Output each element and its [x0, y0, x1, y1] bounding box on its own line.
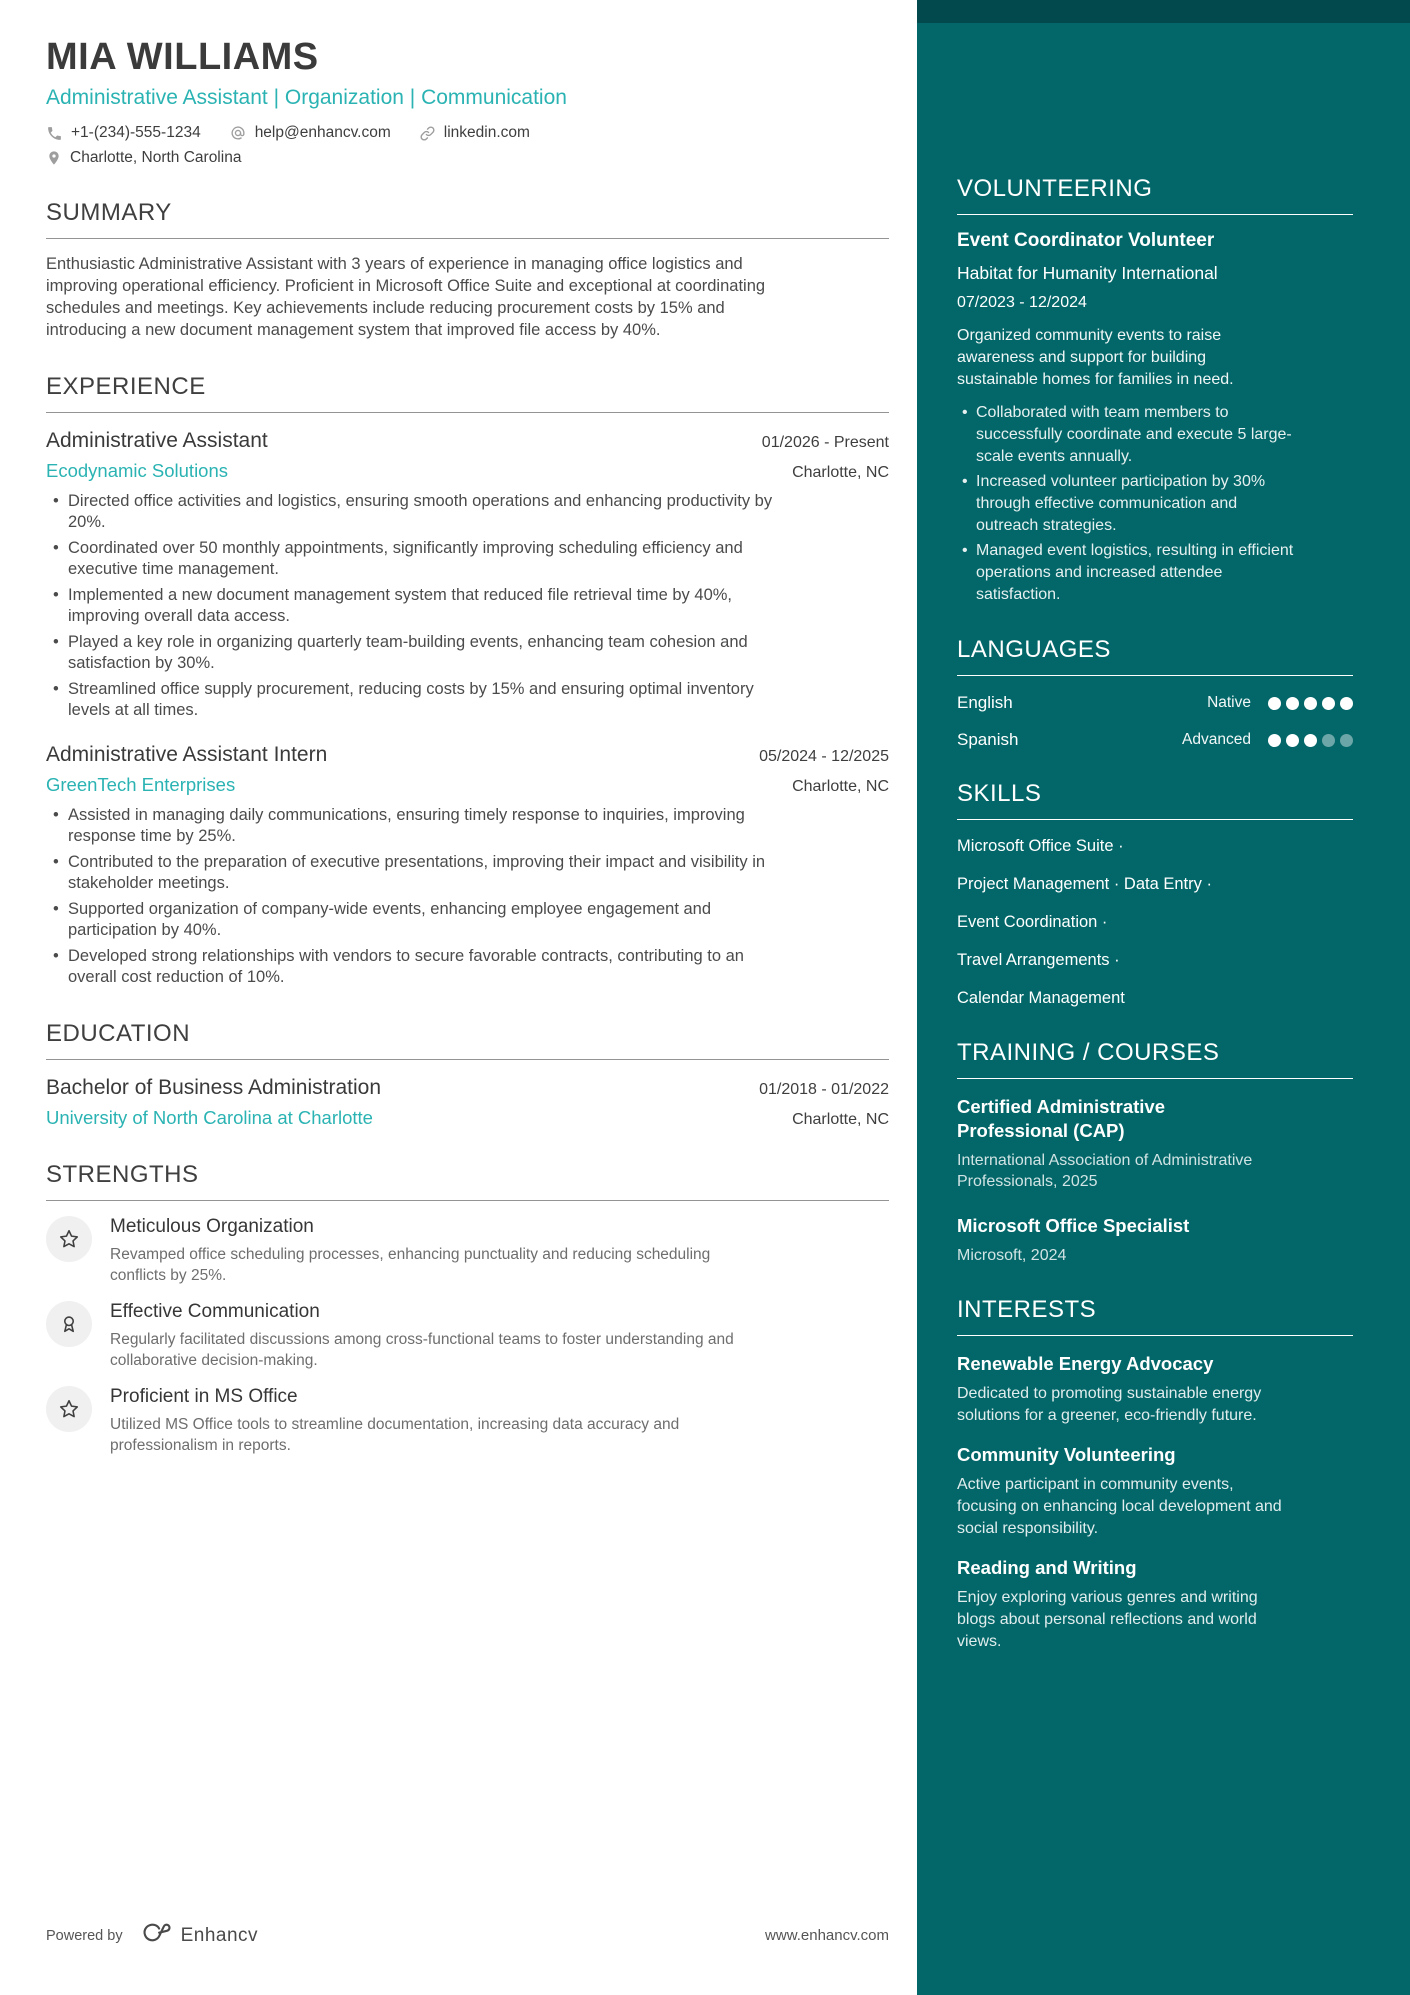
website-url[interactable]: linkedin.com [443, 124, 530, 141]
phone-item [46, 124, 201, 142]
contact-row [46, 124, 889, 142]
course-title: Certified Administrative Professional (CAP) [957, 1096, 1165, 1141]
interest-text: Enjoy exploring various genres and writing blogs about personal reflections and world views. [957, 1589, 1258, 1650]
section-skills [957, 780, 1353, 1009]
medal-icon [46, 1301, 92, 1347]
strength-title: Effective Communication [110, 1301, 320, 1322]
job-title: Administrative Assistant Intern [46, 743, 328, 766]
interest-text: Active participant in community events, focusing on enhancing local development and social responsibility. [957, 1476, 1282, 1537]
job-title: Administrative Assistant [46, 429, 268, 452]
language-row [957, 693, 1353, 713]
course-item [957, 1095, 1353, 1192]
bullet-item: • Implemented a new document management system that reduced file retrieval time by 40%, improving overall data access. [46, 585, 786, 627]
education-entry [46, 1076, 889, 1129]
job-bullet-list [46, 491, 786, 721]
skills-heading: SKILLS [957, 780, 1353, 820]
language-row [957, 730, 1353, 750]
degree-title: Bachelor of Business Administration [46, 1076, 382, 1099]
job-bullet-list [46, 805, 786, 988]
language-level-dots [1268, 734, 1353, 747]
section-strengths [46, 1161, 889, 1456]
bullet-item: • Streamlined office supply procurement, reducing costs by 15% and ensuring optimal inventory levels at all times. [46, 679, 786, 721]
training-heading: TRAINING / COURSES [957, 1039, 1353, 1079]
volunteer-description: Organized community events to raise awareness and support for building sustainable homes for families in need. [957, 327, 1234, 388]
language-name: English [957, 693, 1013, 712]
skill-line: Calendar Management [957, 989, 1125, 1007]
experience-heading: EXPERIENCE [46, 373, 889, 413]
website-item[interactable] [419, 124, 530, 142]
enhancv-brand[interactable] [137, 1920, 258, 1951]
education-dates: 01/2018 - 01/2022 [759, 1081, 889, 1098]
experience-entry [46, 743, 889, 988]
interests-heading: INTERESTS [957, 1296, 1353, 1336]
bullet-item: • Supported organization of company-wide events, enhancing employee engagement and participation by 40%. [46, 899, 786, 941]
course-title: Microsoft Office Specialist [957, 1215, 1190, 1236]
course-subtitle: International Association of Administrative Professionals, 2025 [957, 1152, 1253, 1190]
bullet-item: • Collaborated with team members to successfully coordinate and execute 5 large-scale events annually. [957, 402, 1302, 468]
email-address[interactable]: help@enhancv.com [254, 124, 391, 141]
section-experience [46, 373, 889, 988]
section-volunteering [957, 175, 1353, 606]
strength-item [46, 1301, 889, 1371]
bullet-item: • Managed event logistics, resulting in efficient operations and increased attendee satisfaction. [957, 540, 1302, 606]
interest-item [957, 1353, 1353, 1427]
interest-title: Community Volunteering [957, 1444, 1176, 1465]
course-item [957, 1214, 1353, 1266]
powered-by [46, 1920, 258, 1951]
strength-text: Revamped office scheduling processes, enhancing punctuality and reducing scheduling conflicts by 25%. [110, 1246, 711, 1284]
skill-line: Event Coordination · [957, 913, 1108, 931]
language-name: Spanish [957, 730, 1019, 749]
location-item [46, 149, 241, 167]
language-level: Advanced [1182, 731, 1251, 748]
footer-website[interactable]: www.enhancv.com [765, 1927, 889, 1944]
section-interests [957, 1296, 1353, 1653]
section-training [957, 1039, 1353, 1266]
sidebar-column [917, 0, 1410, 1995]
school-name[interactable]: University of North Carolina at Charlotte [46, 1107, 373, 1128]
link-icon [419, 125, 436, 142]
job-dates: 05/2024 - 12/2025 [759, 748, 889, 765]
candidate-name: MIA WILLIAMS [46, 36, 319, 78]
enhancv-logo-icon [137, 1920, 173, 1951]
strengths-heading: STRENGTHS [46, 1161, 889, 1201]
location-row [46, 149, 889, 167]
interest-title: Reading and Writing [957, 1557, 1137, 1578]
job-company[interactable]: Ecodynamic Solutions [46, 460, 229, 481]
education-heading: EDUCATION [46, 1020, 889, 1060]
strength-text: Utilized MS Office tools to streamline documentation, increasing data accuracy and professionalism in reports. [110, 1416, 680, 1454]
course-subtitle: Microsoft, 2024 [957, 1247, 1067, 1264]
language-level-dots [1268, 697, 1353, 710]
strength-title: Proficient in MS Office [110, 1386, 298, 1407]
job-location: Charlotte, NC [792, 778, 889, 795]
email-item[interactable] [229, 124, 391, 142]
brand-name[interactable]: Enhancv [180, 1924, 259, 1946]
at-icon [229, 124, 247, 142]
candidate-headline: Administrative Assistant | Organization | Communication [46, 86, 567, 109]
summary-text: Enthusiastic Administrative Assistant with 3 years of experience in managing office logistics and improving operational efficiency. Proficient in Microsoft Office Suite and exceptional at coordinating schedules and meetings. Key achievements include reducing procurement costs by 15% and introducing a new document management system that improved file access by 40%. [46, 255, 766, 339]
bullet-item: • Coordinated over 50 monthly appointments, significantly improving scheduling efficiency and executive time management. [46, 538, 786, 580]
page-footer [46, 1920, 889, 1951]
skill-line: Project Management · Data Entry · [957, 875, 1212, 893]
interest-text: Dedicated to promoting sustainable energy solutions for a greener, eco-friendly future. [957, 1385, 1262, 1424]
bullet-item: • Contributed to the preparation of executive presentations, improving their impact and visibility in stakeholder meetings. [46, 852, 786, 894]
bullet-item: • Directed office activities and logistics, ensuring smooth operations and enhancing productivity by 20%. [46, 491, 786, 533]
section-education [46, 1020, 889, 1129]
skill-line: Microsoft Office Suite · [957, 837, 1124, 855]
section-summary [46, 199, 889, 341]
job-dates: 01/2026 - Present [761, 434, 889, 451]
language-level: Native [1207, 694, 1251, 711]
phone-number: +1-(234)-555-1234 [71, 124, 201, 141]
bullet-item: • Developed strong relationships with vendors to secure favorable contracts, contributing to an overall cost reduction of 10%. [46, 946, 786, 988]
resume-header [46, 36, 889, 167]
powered-by-label: Powered by [46, 1927, 123, 1944]
location-pin-icon [46, 150, 62, 166]
star-icon [46, 1216, 92, 1262]
summary-heading: SUMMARY [46, 199, 889, 239]
interest-title: Renewable Energy Advocacy [957, 1353, 1214, 1374]
strength-title: Meticulous Organization [110, 1216, 314, 1237]
volunteer-dates: 07/2023 - 12/2024 [957, 294, 1087, 311]
languages-heading: LANGUAGES [957, 636, 1353, 676]
location-text: Charlotte, North Carolina [70, 149, 242, 166]
strength-text: Regularly facilitated discussions among cross-functional teams to foster understanding and collaborative decision-making. [110, 1331, 734, 1369]
education-location: Charlotte, NC [792, 1111, 889, 1128]
volunteer-organization: Habitat for Humanity International [957, 263, 1218, 283]
interest-item [957, 1444, 1353, 1540]
volunteer-bullet-list [957, 402, 1302, 606]
volunteering-heading: VOLUNTEERING [957, 175, 1353, 215]
skill-line: Travel Arrangements · [957, 951, 1120, 969]
strength-item [46, 1386, 889, 1456]
job-location: Charlotte, NC [792, 464, 889, 481]
strength-item [46, 1216, 889, 1286]
experience-entry [46, 429, 889, 721]
bullet-item: • Played a key role in organizing quarterly team-building events, enhancing team cohesion and satisfaction by 30%. [46, 632, 786, 674]
interest-item [957, 1557, 1353, 1653]
star-icon [46, 1386, 92, 1432]
bullet-item: • Increased volunteer participation by 30% through effective communication and outreach strategies. [957, 471, 1302, 537]
volunteer-role: Event Coordinator Volunteer [957, 230, 1215, 251]
bullet-item: • Assisted in managing daily communications, ensuring timely response to inquiries, improving response time by 25%. [46, 805, 786, 847]
job-company[interactable]: GreenTech Enterprises [46, 774, 236, 795]
phone-icon [46, 125, 63, 142]
sidebar-top-strip [917, 0, 1410, 23]
section-languages [957, 636, 1353, 750]
